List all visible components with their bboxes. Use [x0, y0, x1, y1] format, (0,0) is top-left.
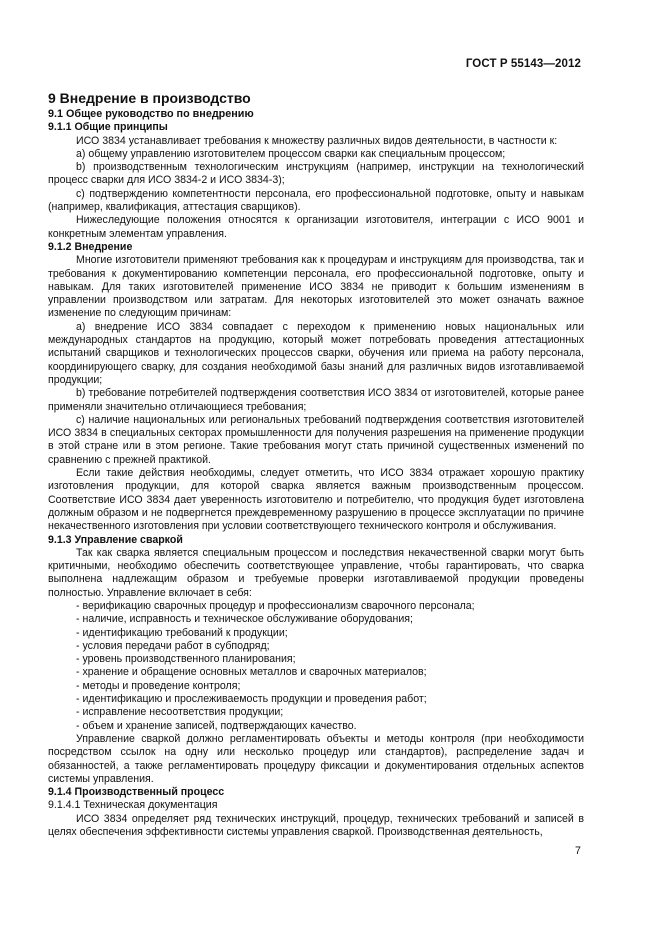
list-item: - объем и хранение записей, подтверждающих качество. [76, 719, 357, 732]
paragraph: Так как сварка является специальным процессом и последствия некачественной сварки могут быть критичными, необходимо обеспечить соответствующее управление, чтобы гарантировать, что сварка выполнена надлежащим образом и требуемые проверки изготавливаемой продукции проведены полностью. Управление включает в себя: [48, 546, 584, 599]
subsection-heading-914: 9.1.4 Производственный процесс [48, 786, 225, 799]
paragraph: Управление сваркой должно регламентировать объекты и методы контроля (при необходимости посредством ссылок на одну или несколько процедур или стандартов), распределение задач и обязанностей, а также регламентировать процедуру фиксации и документирования отдельных аспектов системы управления. [48, 732, 584, 785]
page-number: 7 [575, 845, 581, 857]
paragraph: b) производственным технологическим инструкциям (например, инструкции на технологический процесс сварки для ИСО 3834-2 и ИСО 3834-3); [48, 161, 584, 187]
list-item: - исправление несоответствия продукции; [76, 706, 284, 719]
list-item: - методы и проведение контроля; [76, 679, 241, 692]
subsection-heading-913: 9.1.3 Управление сваркой [48, 533, 183, 546]
paragraph: b) требование потребителей подтверждения соответствия ИСО 3834 от изготовителей, которые ранее применяли значительно отличающиеся требования; [48, 387, 584, 413]
paragraph: Если такие действия необходимы, следует отметить, что ИСО 3834 отражает хорошую практику изготовления продукции, для которой сварка является важным производственным процессом. Соответствие ИСО 3834 дает уверенность изготовителю и потребителю, что продукция будет изготовлена должным образом и не подвергнется преждевременному разрушению в процессе эксплуатации по причине некачественного изготовления при условии соответствующего технического контроля и обслуживания. [48, 467, 584, 533]
list-item: - уровень производственного планирования; [76, 653, 296, 666]
list-item: - идентификацию и прослеживаемость продукции и проведения работ; [76, 693, 427, 706]
list-item: - наличие, исправность и техническое обслуживание оборудования; [76, 613, 413, 626]
document-body [48, 88, 584, 839]
subsection-heading-911: 9.1.1 Общие принципы [48, 121, 168, 134]
list-item: - верификацию сварочных процедур и профессионализм сварочного персонала; [76, 599, 475, 612]
list-item: - идентификацию требований к продукции; [76, 626, 288, 639]
paragraph: Нижеследующие положения относятся к организации изготовителя, интеграции с ИСО 9001 и конкретным элементам управления. [48, 214, 584, 240]
paragraph: Многие изготовители применяют требования как к процедурам и инструкциям для производства, так и требования к документированию компетенции персонала, его профессиональной подготовке, опыту и навыкам. Для таких изготовителей применение ИСО 3834 не приводит к большим изменениям в управлении производством или затратам. Для некоторых изготовителей это может означать важное изменение по следующим причинам: [48, 254, 584, 320]
paragraph: а) общему управлению изготовителем процессом сварки как специальным процессом; [76, 147, 506, 160]
list-item: - хранение и обращение основных металлов и сварочных материалов; [76, 666, 427, 679]
paragraph: ИСО 3834 устанавливает требования к множеству различных видов деятельности, в частности к: [76, 134, 558, 147]
paragraph: с) наличие национальных или региональных требований подтверждения соответствия изготовителей ИСО 3834 в специальных секторах промышленности для получения разрешения на применение продукции в этой стране или в этом регионе. Такие требования могут стать причиной существенных изменений по сравнению с прежней практикой. [48, 413, 584, 466]
subsubsection-heading-9141: 9.1.4.1 Техническая документация [48, 799, 218, 812]
paragraph: ИСО 3834 определяет ряд технических инструкций, процедур, технических требований и записей в целях обеспечения эффективности системы управления сваркой. Производственная деятельность, [48, 812, 584, 839]
section-subtitle: 9.1 Общее руководство по внедрению [48, 108, 254, 120]
subsection-heading-912: 9.1.2 Внедрение [48, 240, 133, 253]
control-list [48, 600, 584, 733]
document-code-header: ГОСТ Р 55143—2012 [465, 58, 581, 70]
list-item: - условия передачи работ в субподряд; [76, 639, 270, 652]
paragraph: с) подтверждению компетентности персонала, его профессиональной подготовке, опыту и навыкам (например, квалификация, аттестация сварщиков). [48, 187, 584, 214]
section-title: 9 Внедрение в производство [48, 90, 251, 106]
paragraph: а) внедрение ИСО 3834 совпадает с переходом к применению новых национальных или международных стандартов на продукцию, который может потребовать проведения аттестационных испытаний сварщиков и технологических процессов сварки, обучения или приема на работу персонала, координирующего сварку, для создания необходимой базы знаний для различных видов изготавливаемой продукции; [48, 320, 584, 386]
